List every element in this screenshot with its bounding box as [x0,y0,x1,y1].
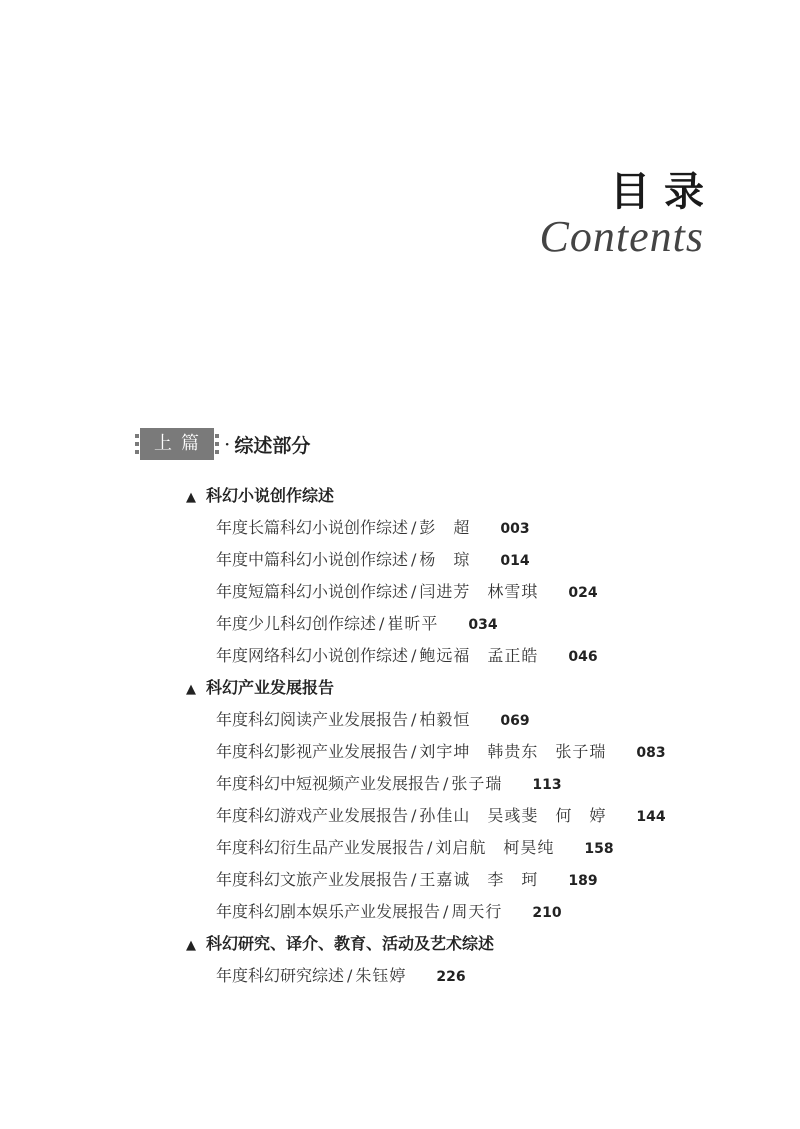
toc-entry-title: 年度科幻阅读产业发展报告 [216,710,409,729]
toc-entry-page: 003 [500,521,530,537]
toc-entry[interactable] [216,704,746,736]
toc-category-title: 科幻研究、译介、教育、活动及艺术综述 [206,934,495,953]
toc-entry-authors: 刘启航 柯昊纯 [435,838,555,857]
triangle-icon: ▲ [186,490,196,505]
toc-entry-page: 024 [568,585,598,601]
toc-entry-authors: 朱钰婷 [355,966,407,985]
toc-entry-separator: / [411,710,417,729]
toc-entry-authors: 鲍远福 孟正皓 [419,646,539,665]
toc-category-title: 科幻产业发展报告 [206,678,335,697]
toc-entry-authors: 王嘉诚 李 珂 [419,870,539,889]
section-dot: · [224,432,231,456]
toc-entry-separator: / [379,614,385,633]
toc-entry[interactable] [216,960,746,992]
toc-entry-separator: / [443,902,449,921]
toc-entry-authors: 崔昕平 [387,614,439,633]
toc-category [186,480,746,512]
toc-category-title: 科幻小说创作综述 [206,486,335,505]
toc-entry-separator: / [443,774,449,793]
toc-entry-page: 226 [436,969,466,985]
toc-entry[interactable] [216,736,746,768]
toc-entry-separator: / [411,518,417,537]
toc-entry-title: 年度科幻衍生品产业发展报告 [216,838,425,857]
toc-entry-page: 144 [636,809,666,825]
toc-subtitle: Contents [539,212,704,261]
toc-entry-separator: / [411,870,417,889]
toc-entry-title: 年度科幻剧本娱乐产业发展报告 [216,902,441,921]
toc-entry[interactable] [216,544,746,576]
toc-entry-page: 158 [584,841,614,857]
toc-entry-authors: 孙佳山 吴彧斐 何 婷 [419,806,607,825]
toc-entry-page: 069 [500,713,530,729]
toc-entry-page: 113 [532,777,562,793]
toc-entry-page: 046 [568,649,598,665]
toc-entry-title: 年度网络科幻小说创作综述 [216,646,409,665]
toc-entry-title: 年度短篇科幻小说创作综述 [216,582,409,601]
toc-title-block [539,160,718,262]
toc-entry-separator: / [411,646,417,665]
toc-entry-title: 年度中篇科幻小说创作综述 [216,550,409,569]
toc-entry-page: 083 [636,745,666,761]
section-badge: 上篇 [140,428,214,460]
toc-entry-title: 年度少儿科幻创作综述 [216,614,377,633]
toc-entry-title: 年度科幻文旅产业发展报告 [216,870,409,889]
toc-entry[interactable] [216,640,746,672]
toc-entry-authors: 彭 超 [419,518,471,537]
toc-entry-title: 年度长篇科幻小说创作综述 [216,518,409,537]
toc-entry-page: 034 [468,617,498,633]
toc-entry-separator: / [411,582,417,601]
toc-entry[interactable] [216,832,746,864]
toc-entry-authors: 杨 琼 [419,550,471,569]
toc-entry[interactable] [216,864,746,896]
toc-entry-separator: / [427,838,433,857]
toc-entry-title: 年度科幻游戏产业发展报告 [216,806,409,825]
toc-entry-authors: 张子瑞 [451,774,503,793]
toc-entry[interactable] [216,800,746,832]
toc-entry-separator: / [411,550,417,569]
toc-entry[interactable] [216,576,746,608]
toc-title: 目录 [610,169,718,215]
triangle-icon: ▲ [186,938,196,953]
toc-entry-authors: 闫进芳 林雪琪 [419,582,539,601]
section-heading [140,428,310,460]
toc-category [186,672,746,704]
toc-entry[interactable] [216,512,746,544]
toc-entry-page: 210 [532,905,562,921]
toc-entry-separator: / [411,742,417,761]
toc-entry[interactable] [216,608,746,640]
toc-entry-separator: / [411,806,417,825]
toc-entry-title: 年度科幻影视产业发展报告 [216,742,409,761]
toc-category [186,928,746,960]
toc-entry-authors: 刘宇坤 韩贵东 张子瑞 [419,742,607,761]
toc-entry-title: 年度科幻中短视频产业发展报告 [216,774,441,793]
triangle-icon: ▲ [186,682,196,697]
toc-list [186,480,746,992]
toc-entry-separator: / [347,966,353,985]
toc-entry-title: 年度科幻研究综述 [216,966,345,985]
toc-entry[interactable] [216,896,746,928]
toc-entry-page: 014 [500,553,530,569]
toc-entry[interactable] [216,768,746,800]
toc-entry-authors: 柏毅恒 [419,710,471,729]
section-title: 综述部分 [234,434,311,457]
toc-entry-page: 189 [568,873,598,889]
toc-entry-authors: 周天行 [451,902,503,921]
